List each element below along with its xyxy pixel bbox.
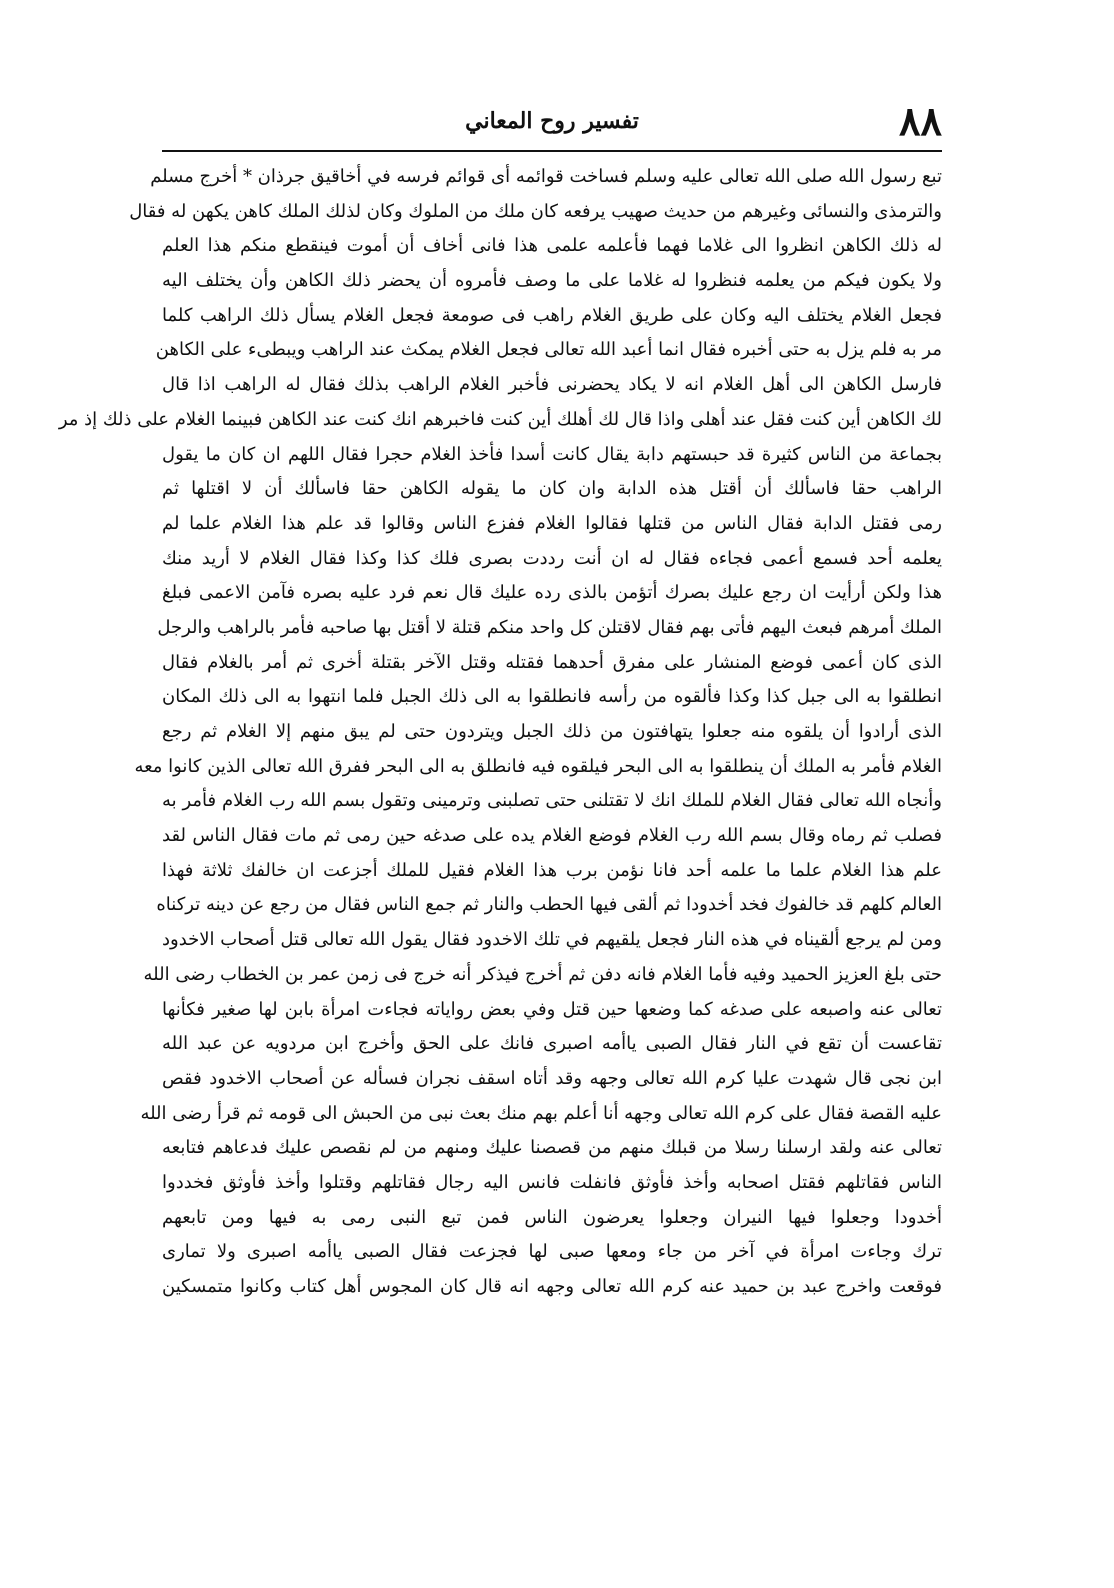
text-line: رمى فقتل الدابة فقال الناس من قتلها فقالوا الغلام ففزع الناس وقالوا قد علم هذا الغلام علما لم <box>162 512 942 534</box>
text-line: حتى بلغ العزيز الحميد وفيه فأما الغلام فانه دفن ثم أخرج فيذكر أنه خرج فى زمن عمر بن الخطاب رضى الله <box>143 963 942 985</box>
text-line: أخدودا وجعلوا فيها النيران وجعلوا يعرضون الناس فمن تبع النبى رمى به فيها ومن تابعهم <box>162 1206 942 1228</box>
text-line: فجعل الغلام يختلف اليه وكان على طريق الغلام راهب فى صومعة فجعل الغلام يسأل ذلك الراهب كلما <box>162 304 942 326</box>
text-line: الغلام فأمر به الملك أن ينطلقوا به الى البحر فيلقوه فيه فانطلق به الى البحر ففرق الله تعالى الذين كانوا معه <box>134 755 942 777</box>
text-line: الناس فقاتلهم فقتل اصحابه وأخذ فأوثق فانفلت فانس اليه رجال فقاتلهم وقتلوا وأخذ فأوثق فخددوا <box>162 1171 942 1193</box>
text-line: مر به فلم يزل به حتى أخبره فقال انما أعبد الله تعالى فجعل الغلام يمكث عند الراهب ويبطىء على الكاهن <box>155 339 942 361</box>
text-line: لك الكاهن أين كنت فقل عند أهلى واذا قال لك أهلك أين كنت فاخبرهم انك كنت عند الكاهن فبينما الغلام على ذلك إذ مر <box>58 408 942 430</box>
text-line: والترمذى والنسائى وغيرهم من حديث صهيب يرفعه كان ملك من الملوك وكان لذلك الملك كاهن يكهن له فقال <box>129 200 942 222</box>
text-line: ولا يكون فيكم من يعلمه فنظروا له غلاما على ما وصف فأمروه أن يحضر ذلك الكاهن وأن يختلف اليه <box>162 270 942 292</box>
text-line: عليه القصة فقال على كرم الله تعالى وجهه أنا أعلم بهم منك بعث نبى من الحبش الى قومه ثم قرأ رضى الله <box>140 1102 942 1124</box>
text-line: تعالى عنه ولقد ارسلنا رسلا من قبلك منهم من قصصنا عليك ومنهم من لم نقصص عليك فدعاهم فتابعه <box>162 1137 942 1159</box>
text-line: ابن نجى قال شهدت عليا كرم الله تعالى وجهه وقد أتاه اسقف نجران فسأله عن أصحاب الاخدود فقص <box>162 1067 942 1089</box>
text-line: الملك أمرهم فبعث اليهم فأتى بهم فقال لاقتلن كل واحد منكم قتلة لا أقتل بها صاحبه فأمر بالراهب والرجل <box>157 616 942 638</box>
text-line: تقاعست أن تقع في النار فقال الصبى ياأمه اصبرى فانك على الحق وأخرج ابن مردويه عن عبد الله <box>162 1033 942 1055</box>
header-rule <box>162 150 942 152</box>
text-line: الذى أرادوا أن يلقوه منه جعلوا يتهافتون من ذلك الجبل ويتردون حتى لم يبق منهم إلا الغلام ثم رجع <box>162 721 942 742</box>
body-text <box>58 160 942 1305</box>
page-number: ٨٨ <box>899 98 942 145</box>
text-line: ترك وجاءت امرأة في آخر من جاء ومعها صبى لها فجزعت فقال الصبى ياأمه اصبرى ولا تمارى <box>162 1241 942 1263</box>
text-line: علم هذا الغلام علما ما علمه أحد فانا نؤمن برب هذا الغلام فقيل للملك أجزعت ان خالفك ثلاثة فهذا <box>162 859 942 881</box>
running-title: تفسير روح المعاني <box>465 108 639 134</box>
text-line: تعالى عنه واصبعه على صدغه كما وضعها حين قتل وفي بعض رواياته فجاءت امرأة بابن لها صغير فكأنها <box>162 998 942 1020</box>
text-line: الذى كان أعمى فوضع المنشار على مفرق أحدهما فقتله وقتل الآخر بقتلة أخرى ثم أمر بالغلام فقال <box>162 651 942 673</box>
text-line: هذا ولكن أرأيت ان رجع عليك بصرك أتؤمن بالذى رده عليك قال نعم فرد عليه بصره فآمن الاعمى فبلغ <box>162 582 942 604</box>
page-header <box>162 100 942 156</box>
text-line: يعلمه أحد فسمع أعمى فجاءه فقال له ان أنت رددت بصرى فلك كذا وكذا فقال الغلام لا أريد منك <box>162 547 942 569</box>
text-line: الراهب حقا فاسألك أن أقتل هذه الدابة وان كان ما يقوله الكاهن حقا فاسألك أن لا اقتلها ثم <box>162 478 942 500</box>
text-line: فصلب ثم رماه وقال بسم الله رب الغلام فوضع الغلام يده على صدغه حين رمى ثم مات فقال الناس لقد <box>162 825 942 847</box>
text-line: انطلقوا به الى جبل كذا وكذا فألقوه من رأسه فانطلقوا به الى ذلك الجبل فلما انتهوا به الى ذلك المكان <box>162 686 942 708</box>
text-line: بجماعة من الناس كثيرة قد حبستهم دابة يقال كانت أسدا فأخذ الغلام حجرا فقال اللهم ان كان ما يقول <box>162 443 942 465</box>
text-line: له ذلك الكاهن انظروا الى غلاما فهما فأعلمه علمى هذا فانى أخاف أن أموت فينقطع منكم هذا العلم <box>162 235 942 257</box>
text-line: وأنجاه الله تعالى فقال الغلام للملك انك لا تقتلنى حتى تصلبنى وترمينى وتقول بسم الله رب الغلام فأمر به <box>162 790 942 812</box>
text-line: ومن لم يرجع ألقيناه في هذه النار فجعل يلقيهم في تلك الاخدود فقال يقول الله تعالى قتل أصحاب الاخدود <box>162 929 942 951</box>
text-line: تبع رسول الله صلى الله تعالى عليه وسلم فساخت قوائمه أى قوائم فرسه في أخاقيق جرذان * أخرج مسلم <box>150 166 942 187</box>
text-line: فارسل الكاهن الى أهل الغلام انه لا يكاد يحضرنى فأخبر الغلام الراهب بذلك فقال له الراهب اذا قال <box>162 374 942 396</box>
text-line: العالم كلهم قد خالفوك فخد أخدودا ثم ألقى فيها الحطب والنار ثم جمع الناس فقال من رجع عن دينه تركناه <box>156 894 942 916</box>
text-line: فوقعت واخرج عبد بن حميد عنه كرم الله تعالى وجهه انه قال كان المجوس أهل كتاب وكانوا متمسكين <box>162 1276 942 1297</box>
